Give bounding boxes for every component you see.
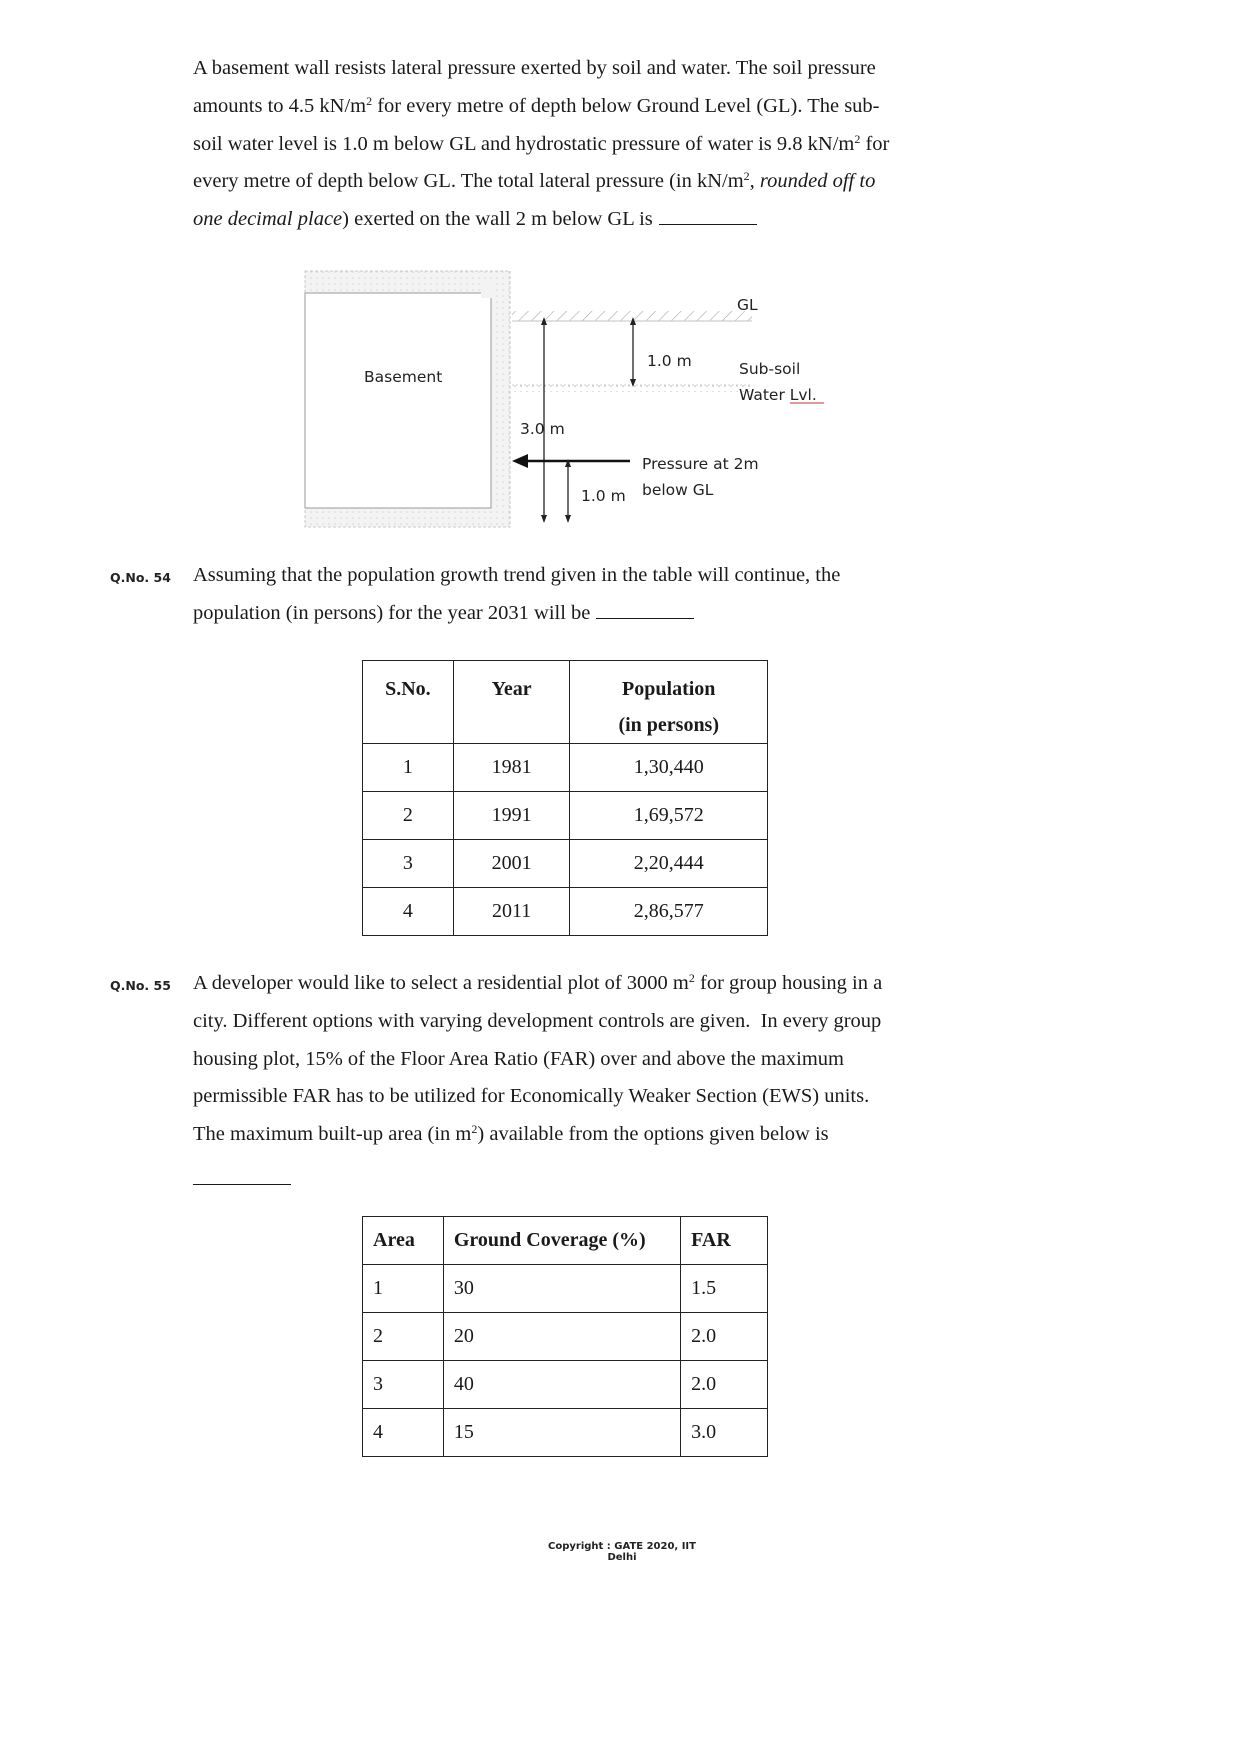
q54-line-1: Assuming that the population growth trend given in the table will continue, the — [193, 564, 841, 586]
cell-population: 2,86,577 — [570, 888, 768, 936]
table-row — [363, 744, 768, 792]
basement-wall-diagram — [296, 263, 836, 533]
basement-label: Basement — [364, 368, 443, 386]
cell-sno: 4 — [363, 888, 454, 936]
q53-line-4: every metre of depth below GL. The total lateral pressure (in $kN/m^2$, rounded off to — [193, 169, 876, 193]
q53-line-1: A basement wall resists lateral pressure exerted by soil and water. The soil pressure — [193, 57, 876, 79]
q55-line-1: A developer would like to select a residential plot of 3000 $m^2$ for group housing in a — [193, 971, 883, 994]
subsoil-label-1: Sub-soil — [739, 360, 801, 378]
table-row — [363, 888, 768, 936]
depth-dimension-label: 3.0 m — [520, 420, 565, 438]
cell-ground-coverage: 20 — [443, 1313, 680, 1361]
answer-blank[interactable] — [659, 208, 757, 225]
cell-year: 1991 — [453, 792, 570, 840]
question-54-text — [193, 557, 953, 633]
question-55-text — [193, 965, 953, 1154]
water-level-band — [512, 385, 752, 392]
cell-area: 1 — [363, 1265, 444, 1313]
question-53-text — [193, 50, 953, 239]
cell-far: 2.0 — [681, 1361, 768, 1409]
cell-area: 4 — [363, 1409, 444, 1457]
pressure-label-1: Pressure at 2m — [642, 455, 759, 473]
concrete-wall — [305, 271, 510, 527]
subsoil-label-2: Water Lvl. — [739, 386, 817, 404]
population-table — [362, 660, 768, 936]
top-dimension-label: 1.0 m — [647, 352, 692, 370]
table-row — [363, 1361, 768, 1409]
copyright-notice: Copyright : GATE 2020, IIT Delhi — [548, 1541, 696, 1563]
cell-ground-coverage: 40 — [443, 1361, 680, 1409]
header-sno: S.No. — [363, 661, 454, 744]
cell-area: 2 — [363, 1313, 444, 1361]
development-controls-table — [362, 1216, 768, 1457]
cell-area: 3 — [363, 1361, 444, 1409]
table-row — [363, 1265, 768, 1313]
question-54-number: Q.No. 54 — [110, 570, 171, 585]
header-ground-coverage: Ground Coverage (%) — [443, 1217, 680, 1265]
header-population: Population (in persons) — [570, 661, 768, 744]
cell-sno: 1 — [363, 744, 454, 792]
ground-hatch — [512, 311, 752, 321]
cell-year: 2001 — [453, 840, 570, 888]
q55-line-4: permissible FAR has to be utilized for Economically Weaker Section (EWS) units. — [193, 1085, 870, 1108]
cell-sno: 2 — [363, 792, 454, 840]
q53-line-5: one decimal place) exerted on the wall 2 m below GL is — [193, 201, 953, 239]
question-55-number: Q.No. 55 — [110, 978, 171, 993]
q53-line-3: soil water level is 1.0 m below GL and hydrostatic pressure of water is 9.8 $kN/m^2$ for — [193, 131, 890, 155]
cell-ground-coverage: 30 — [443, 1265, 680, 1313]
cell-year: 2011 — [453, 888, 570, 936]
q54-line-2: population (in persons) for the year 2031 will be — [193, 595, 953, 633]
table-row — [363, 792, 768, 840]
cell-population: 2,20,444 — [570, 840, 768, 888]
cell-far: 2.0 — [681, 1313, 768, 1361]
table-row — [363, 1313, 768, 1361]
table-row — [363, 840, 768, 888]
table-row — [363, 1409, 768, 1457]
pressure-label-2: below GL — [642, 481, 714, 499]
answer-blank[interactable] — [193, 1184, 291, 1185]
gl-label: GL — [737, 296, 758, 314]
bottom-dimension-label: 1.0 m — [581, 487, 626, 505]
header-far: FAR — [681, 1217, 768, 1265]
cell-far: 1.5 — [681, 1265, 768, 1313]
header-year: Year — [453, 661, 570, 744]
q55-line-3: housing plot, 15% of the Floor Area Ratio (FAR) over and above the maximum — [193, 1047, 844, 1070]
cell-population: 1,69,572 — [570, 792, 768, 840]
cell-population: 1,30,440 — [570, 744, 768, 792]
header-area: Area — [363, 1217, 444, 1265]
cell-year: 1981 — [453, 744, 570, 792]
cell-sno: 3 — [363, 840, 454, 888]
table-header-row — [363, 661, 768, 744]
q53-line-2: amounts to 4.5 $kN/m^2$ for every metre of depth below Ground Level (GL). The sub- — [193, 93, 880, 117]
q55-line-2: city. Different options with varying development controls are given. In every group — [193, 1009, 882, 1032]
q55-line-5: The maximum built-up area (in $m^2$) available from the options given below is — [193, 1122, 829, 1146]
cell-ground-coverage: 15 — [443, 1409, 680, 1457]
answer-blank[interactable] — [596, 602, 694, 619]
table-header-row — [363, 1217, 768, 1265]
cell-far: 3.0 — [681, 1409, 768, 1457]
